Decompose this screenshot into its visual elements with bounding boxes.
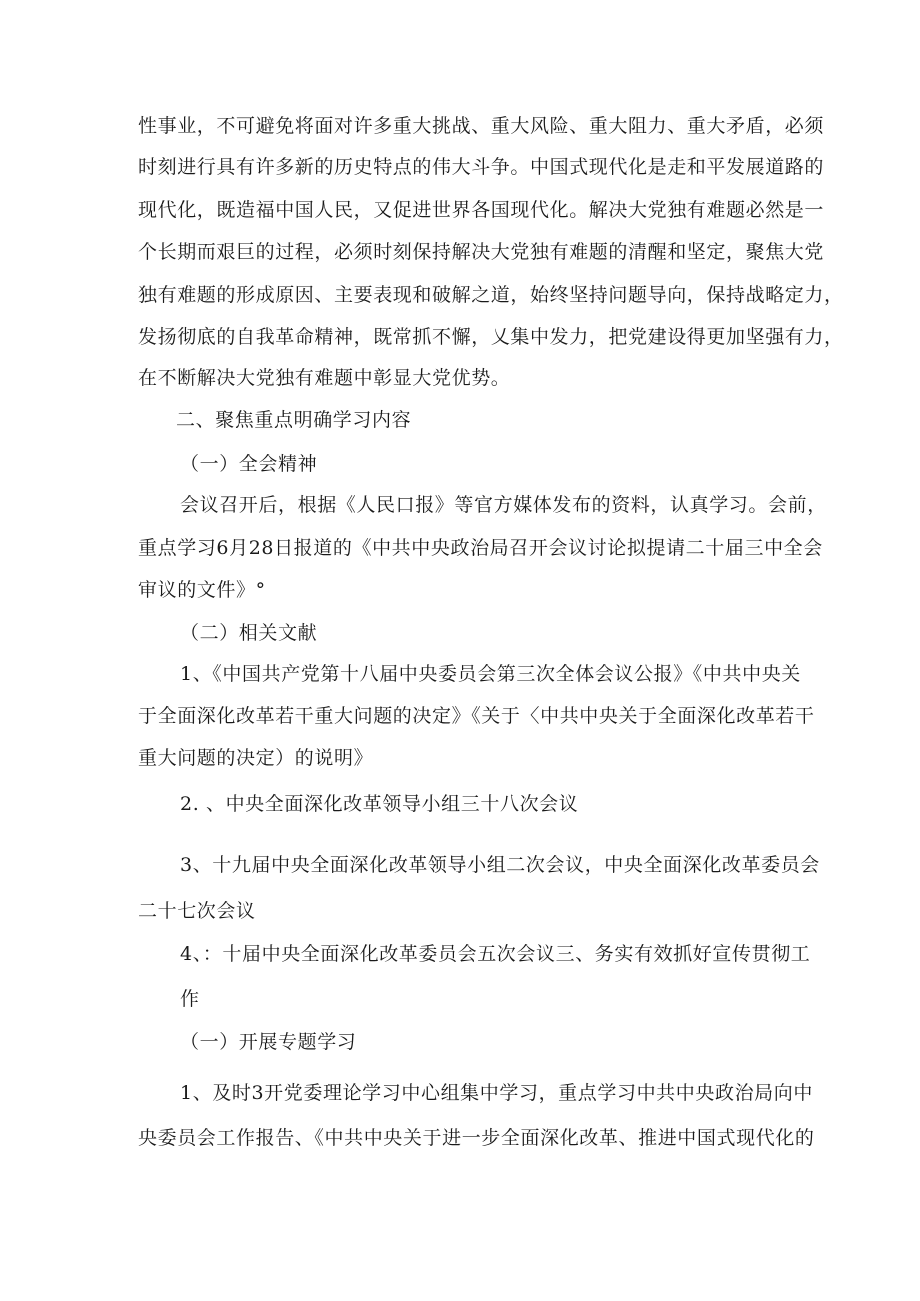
paragraph-line: 在不断解决大党独有难题中彰显大党优势。 bbox=[138, 367, 511, 389]
list-item-line: 重大问题的决定）的说明》 bbox=[138, 747, 374, 769]
list-item-line: 1、《中国共产党第十八届中央委员会第三次全体会议公报》《中共中央关 bbox=[180, 663, 801, 685]
section-heading: 二、聚焦重点明确学习内容 bbox=[176, 409, 412, 431]
list-item-line: 1、及时3开党委理论学习中心组集中学习，重点学习中共中央政治局向中 bbox=[180, 1082, 813, 1104]
paragraph-line: 发扬彻底的自我革命精神，既常抓不懈，乂集中发力，把党建设得更加坚强有力， bbox=[138, 326, 844, 348]
list-item: 2. 、中央全面深化改革领导小组三十八次会议 bbox=[180, 793, 579, 815]
list-item-line: 作 bbox=[180, 988, 200, 1010]
paragraph-line: 时刻进行具有许多新的历史特点的伟大斗争。中国式现代化是走和平发展道路的 bbox=[138, 156, 825, 178]
list-item-line: 于全面深化改革若干重大问题的决定》《关于〈中共中央关于全面深化改革若干 bbox=[138, 705, 815, 727]
list-item-line: 二十七次会议 bbox=[138, 900, 256, 922]
paragraph-line: 独有难题的形成原因、主要表现和破解之道，始终坚持问题导向，保持战略定力， bbox=[138, 284, 844, 306]
subsection-heading: （二）相关文献 bbox=[180, 622, 318, 644]
subsection-heading: （一）开展专题学习 bbox=[180, 1031, 357, 1053]
list-item-line: 4、：十届中央全面深化改革委员会五次会议三、务实有效抓好宣传贯彻工 bbox=[180, 943, 811, 965]
paragraph-line: 个长期而艰巨的过程，必须时刻保持解决大党独有难题的清醒和坚定，聚焦大党 bbox=[138, 241, 825, 263]
paragraph-line: 会议召开后，根据《人民口报》等官方媒体发布的资料，认真学习。会前， bbox=[180, 494, 827, 516]
paragraph-line: 性事业，不可避免将面对许多重大挑战、重大风险、重大阻力、重大矛盾，必须 bbox=[138, 115, 825, 137]
list-item-line: 3、十九届中央全面深化改革领导小组二次会议，中央全面深化改革委员会 bbox=[180, 854, 820, 876]
paragraph-line: 现代化，既造福中国人民，又促进世界各国现代化。解决大党独有难题必然是一 bbox=[138, 199, 825, 221]
list-item-line: 央委员会工作报告、《中共中央关于进一步全面深化改革、推进中国式现代化的 bbox=[138, 1127, 815, 1149]
paragraph-line: 重点学习6月28日报道的《中共中央政治局召开会议讨论拟提请二十届三中全会 bbox=[138, 537, 823, 559]
paragraph-line: 审议的文件》° bbox=[138, 579, 266, 601]
subsection-heading: （一）全会精神 bbox=[180, 453, 318, 475]
